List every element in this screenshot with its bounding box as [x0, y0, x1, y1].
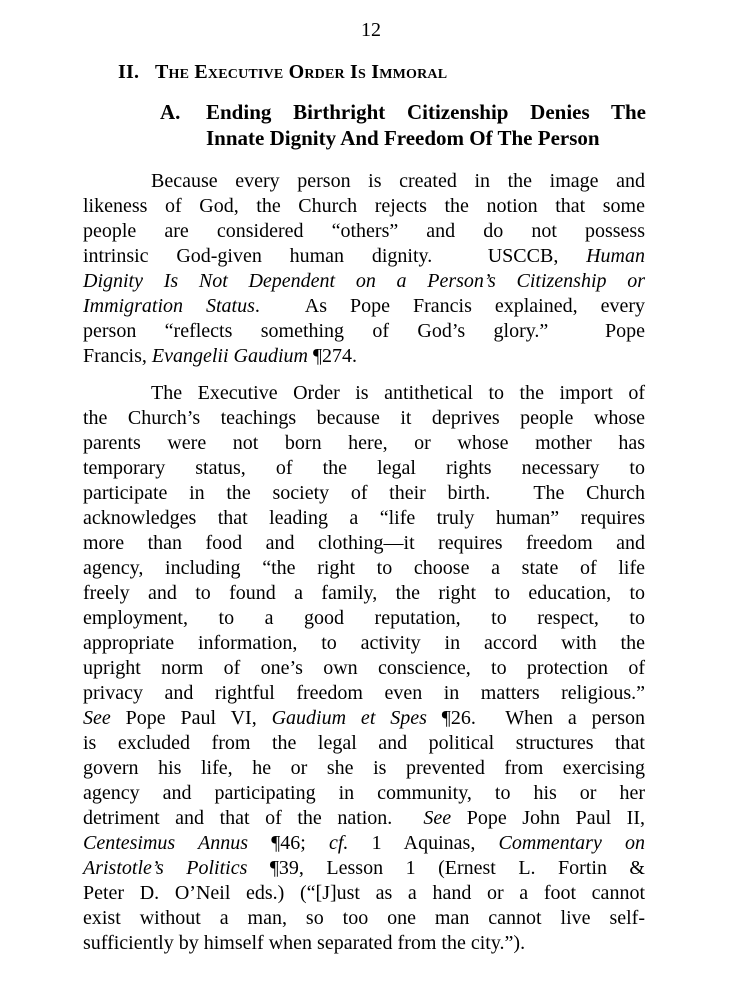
body-text: ¶39, Lesson 1 (Ernest L. Fortin & — [247, 857, 645, 879]
body-text: sufficiently by himself when separated from the city.”). — [83, 932, 526, 954]
text-line — [83, 781, 645, 806]
body-text: agency and participating in community, to his or her — [83, 782, 645, 804]
body-text: Pope John Paul II, — [451, 807, 645, 829]
body-text: privacy and rightful freedom even in matters religious.” — [83, 682, 645, 704]
body-text: participate in the society of their birth. The Church — [83, 482, 645, 504]
body-text: Pope Paul VI, — [110, 707, 272, 729]
text-line — [83, 756, 645, 781]
text-line — [83, 269, 645, 294]
body-text: the Church’s teachings because it deprives people whose — [83, 407, 645, 429]
citation-italic-text: Human — [586, 245, 645, 267]
citation-italic-text: Dignity Is Not Dependent on a Person’s Citizenship or — [83, 270, 645, 292]
text-line — [83, 506, 645, 531]
body-text: ¶26. When a person — [426, 707, 645, 729]
text-line — [83, 681, 645, 706]
text-line — [83, 406, 645, 431]
paragraph-1 — [83, 169, 645, 369]
text-line — [83, 294, 645, 319]
text-line — [83, 556, 645, 581]
citation-italic-text: cf. — [329, 832, 349, 854]
body-text: ¶46; — [248, 832, 329, 854]
text-line — [83, 606, 645, 631]
text-line — [83, 631, 645, 656]
body-text: people are considered “others” and do not possess — [83, 220, 645, 242]
citation-italic-text: Gaudium et Spes — [271, 707, 427, 729]
body-text: is excluded from the legal and political structures that — [83, 732, 645, 754]
text-line — [83, 169, 645, 194]
body-text: 1 Aquinas, — [348, 832, 499, 854]
body-text: Francis, — [83, 345, 152, 367]
body-text: exist without a man, so too one man cannot live self- — [83, 907, 645, 929]
body-text: person “reflects something of God’s glory.” Pope — [83, 320, 645, 342]
text-line — [83, 194, 645, 219]
body-text: Peter D. O’Neil eds.) (“[J]ust as a hand or a foot cannot — [83, 882, 645, 904]
text-line — [83, 381, 645, 406]
citation-italic-text: Evangelii Gaudium — [151, 345, 308, 367]
body-text: intrinsic God-given human dignity. USCCB, — [83, 245, 587, 267]
text-line — [83, 319, 645, 344]
body-text: detriment and that of the nation. — [83, 807, 424, 829]
body-text: acknowledges that leading a “life truly human” requires — [83, 507, 645, 529]
body-text: freely and to found a family, the right to education, to — [83, 582, 645, 604]
body-text: upright norm of one’s own conscience, to protection of — [83, 657, 645, 679]
text-line — [83, 219, 645, 244]
text-line — [83, 481, 645, 506]
body-text: employment, to a good reputation, to respect, to — [83, 607, 645, 629]
citation-italic-text: See — [423, 807, 452, 829]
body-text: ¶274. — [307, 345, 358, 367]
citation-italic-text: Immigration Status — [83, 295, 255, 317]
paragraph-2 — [83, 381, 645, 956]
body-text: appropriate information, to activity in accord with the — [83, 632, 645, 654]
text-line — [83, 656, 645, 681]
citation-italic-text: See — [83, 707, 111, 729]
text-line — [83, 881, 645, 906]
body-text: The Executive Order is antithetical to the import of — [151, 382, 645, 404]
text-line — [83, 906, 645, 931]
text-line — [83, 706, 645, 731]
text-line — [83, 581, 645, 606]
citation-italic-text: Commentary on — [498, 832, 646, 854]
citation-italic-text: Centesimus Annus — [83, 832, 249, 854]
subsection-heading-title — [206, 99, 646, 151]
body-text: govern his life, he or she is prevented from exercising — [83, 757, 645, 779]
text-line — [83, 931, 645, 956]
text-line — [83, 456, 645, 481]
subsection-heading-label: A. — [160, 100, 181, 124]
text-line — [83, 244, 645, 269]
body-text: agency, including “the right to choose a state of life — [83, 557, 645, 579]
subsection-heading — [160, 99, 646, 151]
body-text: temporary status, of the legal rights necessary to — [83, 457, 645, 479]
text-line — [83, 431, 645, 456]
citation-italic-text: Aristotle’s Politics — [83, 857, 248, 879]
section-heading — [118, 61, 447, 84]
subsection-heading-line: Innate Dignity And Freedom Of The Person — [206, 126, 600, 150]
text-line — [83, 831, 645, 856]
section-heading-title: The Executive Order Is Immoral — [155, 61, 448, 83]
text-line — [83, 731, 645, 756]
body-text: Because every person is created in the image and — [151, 170, 645, 192]
text-line — [83, 344, 645, 369]
body-text: likeness of God, the Church rejects the notion that some — [83, 195, 645, 217]
body-text: parents were not born here, or whose mother has — [83, 432, 645, 454]
text-line — [83, 856, 645, 881]
page-number: 12 — [361, 19, 381, 41]
subsection-heading-line: Ending Birthright Citizenship Denies The — [206, 100, 646, 124]
body-text: . As Pope Francis explained, every — [254, 295, 645, 317]
section-heading-numeral: II. — [118, 61, 140, 83]
text-line — [83, 806, 645, 831]
text-line — [83, 531, 645, 556]
body-text: more than food and clothing—it requires freedom and — [83, 532, 645, 554]
